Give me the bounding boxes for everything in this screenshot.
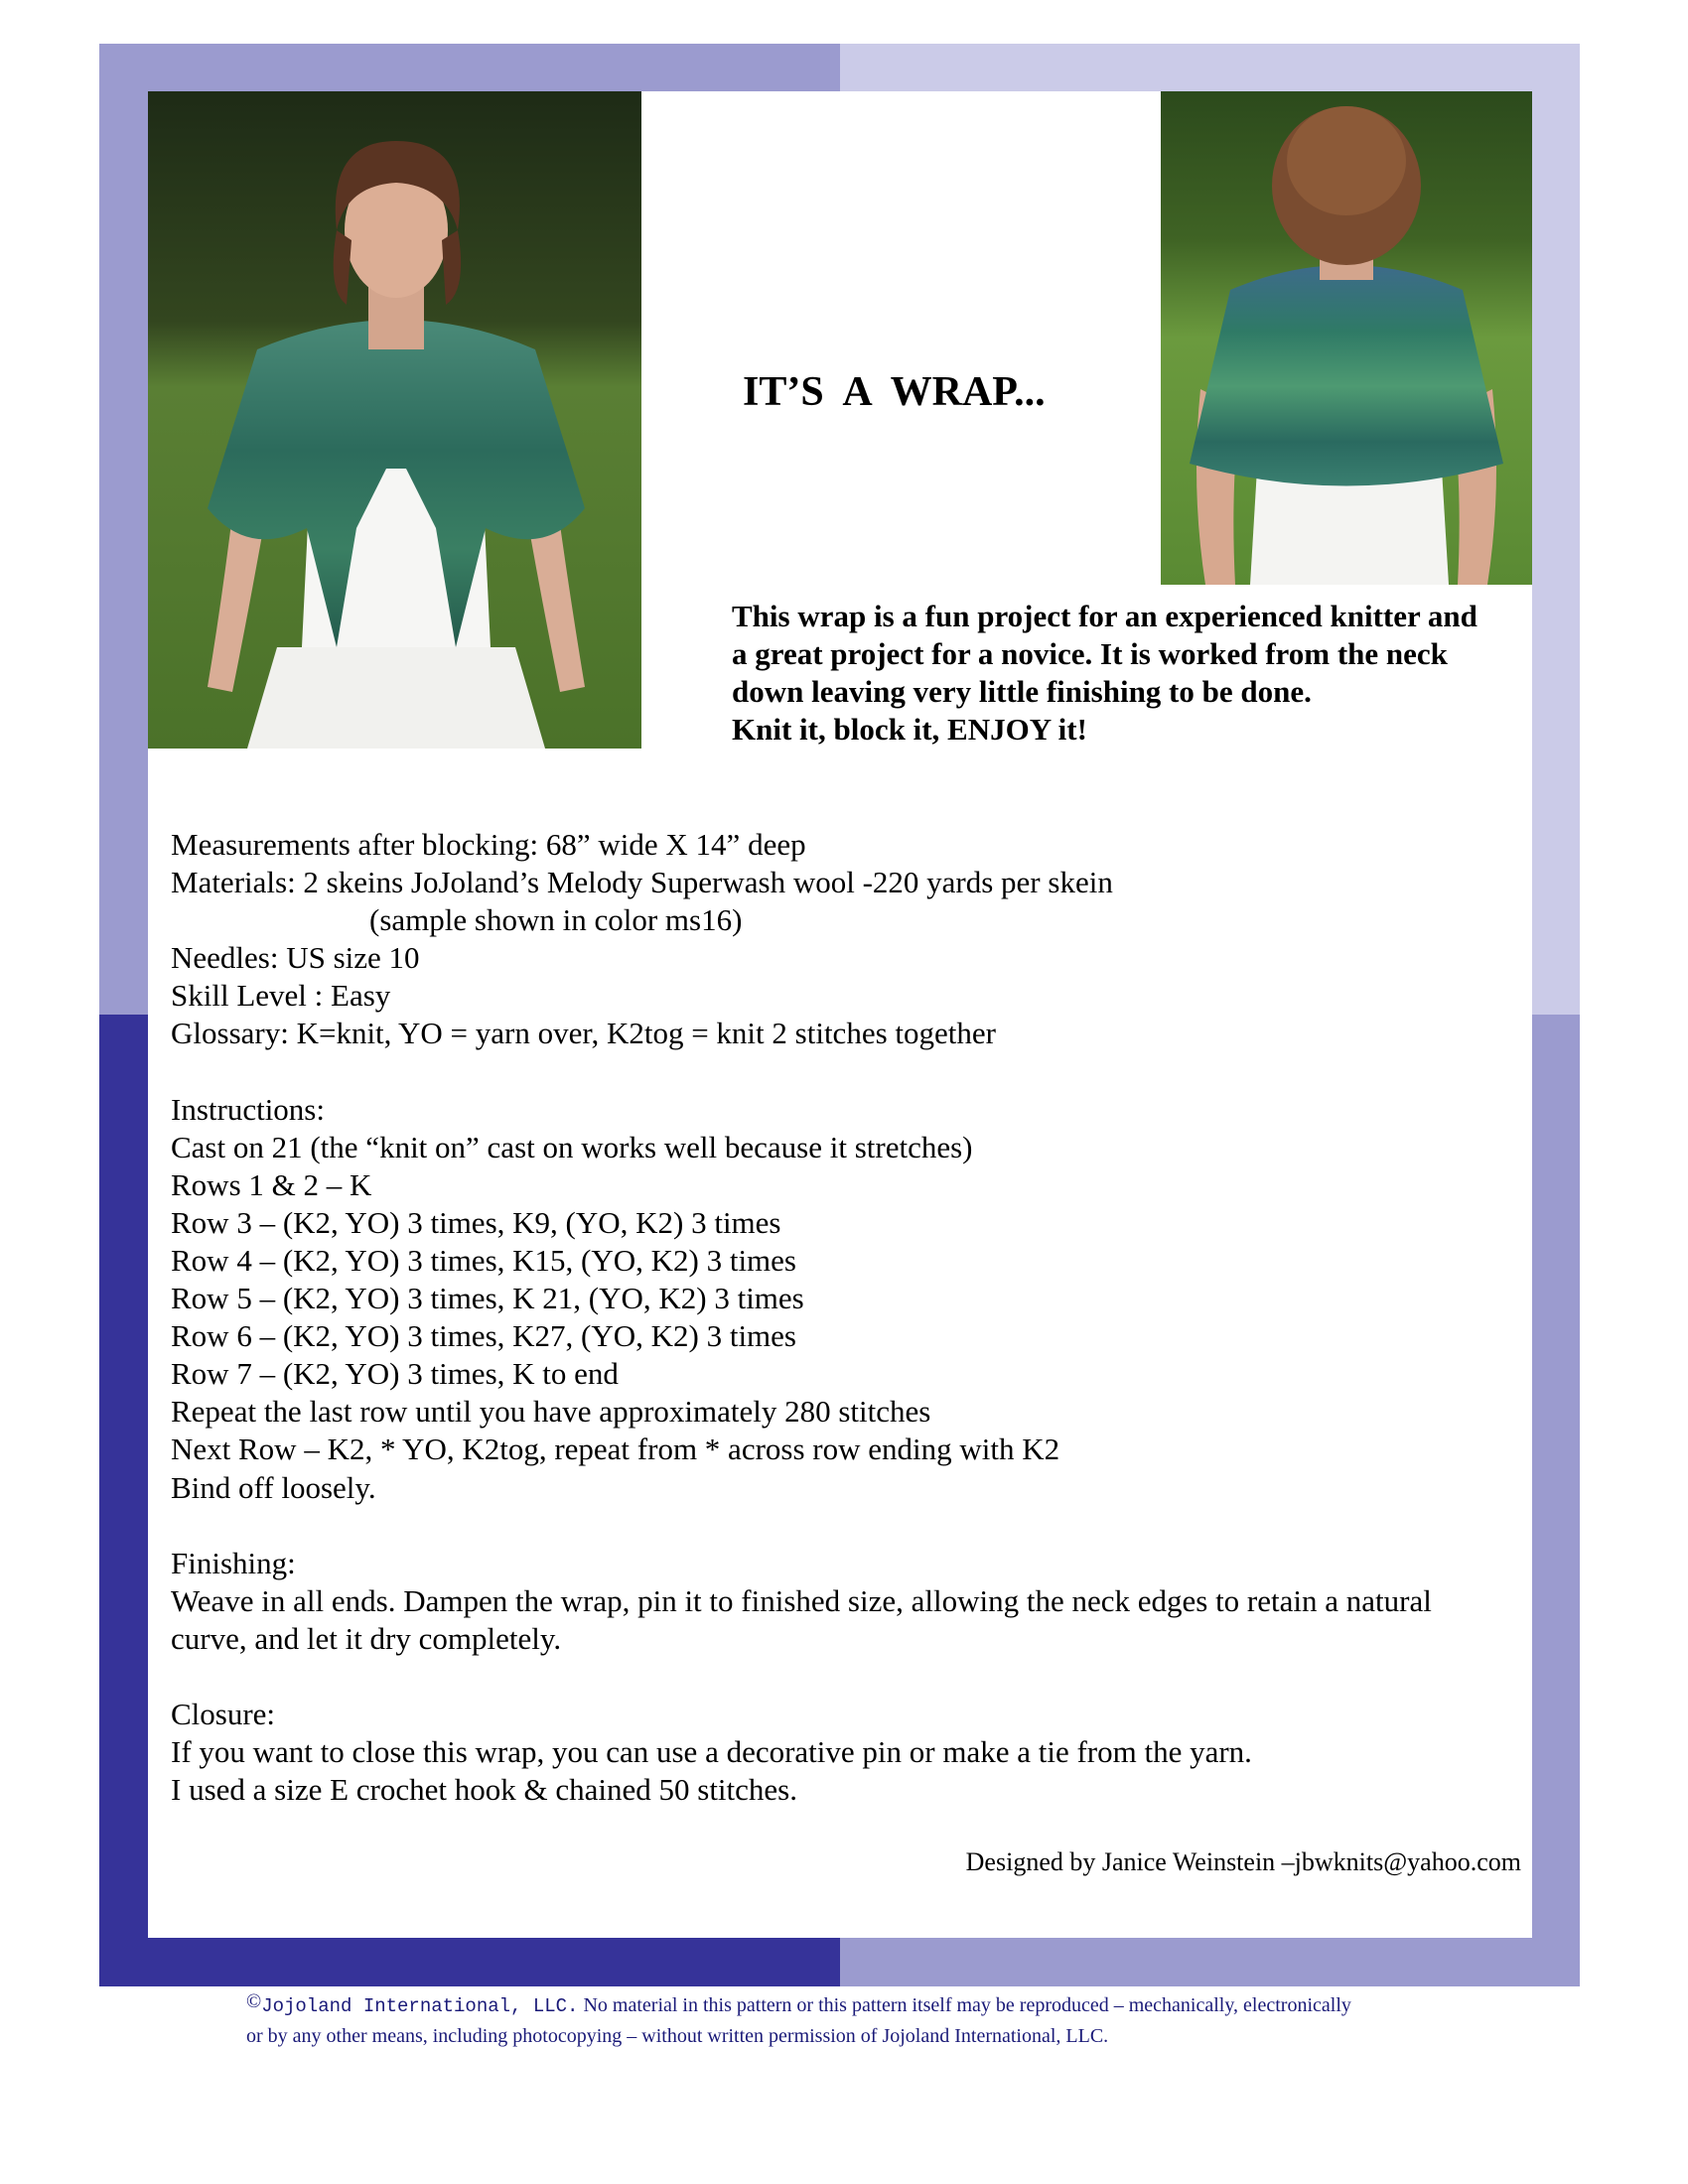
photo-front-view <box>148 91 641 749</box>
copyright-footer <box>246 1986 1537 2051</box>
instruction-line: Rows 1 & 2 – K <box>171 1166 372 1202</box>
footer-company: Jojoland International, LLC. <box>261 1995 579 2017</box>
page-title: IT’S A WRAP... <box>743 369 1046 415</box>
finishing-line: Weave in all ends. Dampen the wrap, pin it to finished size, allowing the neck edges to retain a natural <box>171 1582 1432 1618</box>
spacer <box>171 1053 1541 1091</box>
intro-line: Knit it, block it, ENJOY it! <box>732 712 1087 747</box>
measurements: Measurements after blocking: 68” wide X 14” deep <box>171 827 806 862</box>
instruction-line: Row 7 – (K2, YO) 3 times, K to end <box>171 1356 619 1392</box>
footer-notice: No material in this pattern or this pattern itself may be reproduced – mechanically, electronically <box>578 1994 1351 2016</box>
copyright-symbol: © <box>246 1990 262 2012</box>
needles: Needles: US size 10 <box>171 940 420 976</box>
finishing-heading: Finishing: <box>171 1545 296 1580</box>
closure-line: I used a size E crochet hook & chained 50 stitches. <box>171 1772 797 1808</box>
glossary: Glossary: K=knit, YO = yarn over, K2tog = knit 2 stitches together <box>171 1016 996 1051</box>
materials-note: (sample shown in color ms16) <box>369 902 743 938</box>
instruction-line: Row 5 – (K2, YO) 3 times, K 21, (YO, K2) 3 times <box>171 1281 804 1316</box>
materials: Materials: 2 skeins JoJoland’s Melody Superwash wool -220 yards per skein <box>171 865 1113 900</box>
pattern-body <box>171 826 1541 1809</box>
spacer <box>171 1507 1541 1545</box>
instruction-line: Next Row – K2, * YO, K2tog, repeat from * across row ending with K2 <box>171 1432 1060 1467</box>
intro-line: down leaving very little finishing to be done. <box>732 674 1312 709</box>
designer-credit: Designed by Janice Weinstein –jbwknits@yahoo.com <box>965 1847 1521 1876</box>
intro-line: a great project for a novice. It is worked from the neck <box>732 636 1448 671</box>
closure-heading: Closure: <box>171 1696 276 1731</box>
intro-paragraph <box>732 598 1536 749</box>
closure-line: If you want to close this wrap, you can use a decorative pin or make a tie from the yarn. <box>171 1733 1252 1769</box>
finishing-line: curve, and let it dry completely. <box>171 1620 562 1656</box>
instruction-line: Repeat the last row until you have approximately 280 stitches <box>171 1394 931 1430</box>
instruction-line: Bind off loosely. <box>171 1469 376 1505</box>
instruction-line: Row 3 – (K2, YO) 3 times, K9, (YO, K2) 3 times <box>171 1204 781 1240</box>
instruction-line: Cast on 21 (the “knit on” cast on works well because it stretches) <box>171 1129 973 1164</box>
skill-level: Skill Level : Easy <box>171 978 391 1014</box>
instructions-heading: Instructions: <box>171 1091 325 1127</box>
intro-line: This wrap is a fun project for an experienced knitter and <box>732 599 1477 633</box>
spacer <box>171 1658 1541 1696</box>
instruction-line: Row 6 – (K2, YO) 3 times, K27, (YO, K2) 3 times <box>171 1318 796 1354</box>
instruction-line: Row 4 – (K2, YO) 3 times, K15, (YO, K2) 3 times <box>171 1242 796 1278</box>
photo-back-view <box>1161 91 1532 585</box>
footer-line-1 <box>246 1986 1537 2021</box>
footer-line-2: or by any other means, including photocopying – without written permission of Jojoland International, LLC. <box>246 2025 1109 2047</box>
